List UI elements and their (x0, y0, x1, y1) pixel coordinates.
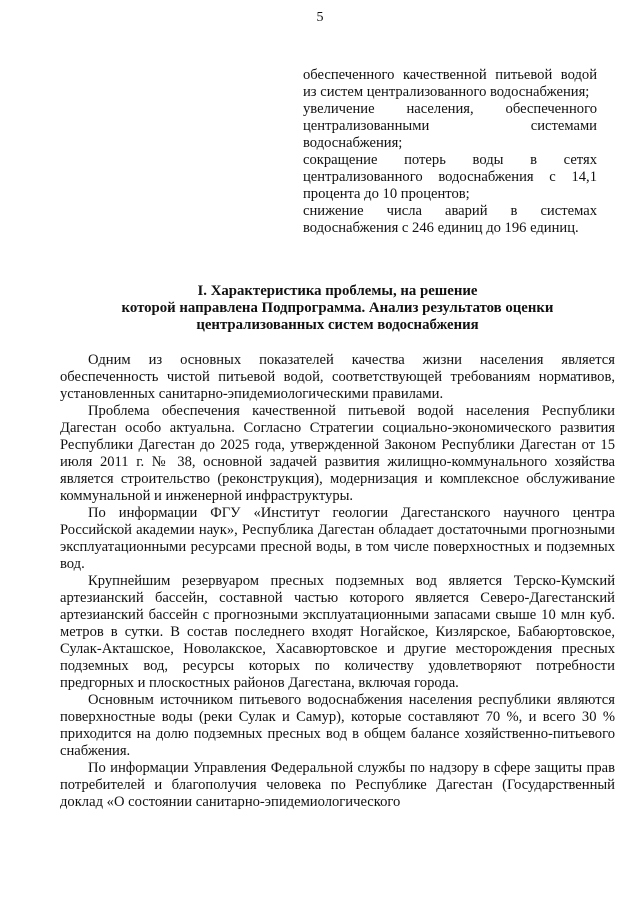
body-paragraph: По информации Управления Федеральной службы по надзору в сфере защиты прав потребителей и благополучия человека по Республике Дагестан (Государственный доклад «О состоянии санитарно-эпидемиологического (60, 760, 615, 810)
page-number: 5 (316, 10, 324, 25)
body-paragraph: Проблема обеспечения качественной питьевой водой населения Республики Дагестан особо актуальна. Согласно Стратегии социально-экономического развития Республики Дагестан до 2025 года, утвержденной Законом Республики Дагестан от 15 июля 2011 г. № 38, основной задачей развития жилищно-коммунального хозяйства является строительство (реконструкция), модернизация и комплексное обслуживание коммунальной и инженерной инфраструктуры. (60, 403, 615, 504)
goal-item: обеспеченного качественной питьевой водой из систем централизованного водоснабжения; (303, 67, 597, 100)
section-heading-line: которой направлена Подпрограмма. Анализ результатов оценки (121, 300, 554, 316)
goal-item: снижение числа аварий в системах водоснабжения с 246 единиц до 196 единиц. (303, 203, 597, 236)
body-paragraph: По информации ФГУ «Институт геологии Дагестанского научного центра Российской академии наук», Республика Дагестан обладает достаточными прогнозными эксплуатационными ресурсами пресной воды, в том числе поверхностных и подземных вод. (60, 505, 615, 572)
section-heading (60, 283, 615, 334)
goal-item: увеличение населения, обеспеченного централизованными системами водоснабжения; (303, 101, 597, 151)
body-paragraph: Одним из основных показателей качества жизни населения является обеспеченность чистой питьевой водой, соответствующей требованиям нормативов, установленных санитарно-эпидемиологическими правилами. (60, 352, 615, 402)
section-heading-line: централизованных систем водоснабжения (196, 317, 479, 333)
goal-item: сокращение потерь воды в сетях централизованного водоснабжения с 14,1 процента до 10 процентов; (303, 152, 597, 202)
body-text (60, 352, 615, 811)
body-paragraph: Крупнейшим резервуаром пресных подземных вод является Терско-Кумский артезианский бассейн, составной частью которого является Северо-Дагестанский артезианский бассейн с прогнозными эксплуатационными запасами свыше 10 млн куб. метров в сутки. В состав последнего входят Ногайское, Кизлярское, Бабаюртовское, Сулак-Акташское, Новолакское, Хасавюртовское и другие месторождения пресных подземных вод, ресурсы которых по количеству удовлетворяют потребности предгорных и плоскостных районов Дагестана, включая города. (60, 573, 615, 691)
section-heading-line: I. Характеристика проблемы, на решение (197, 283, 478, 299)
goals-list (303, 67, 597, 237)
body-paragraph: Основным источником питьевого водоснабжения населения республики являются поверхностные воды (реки Сулак и Самур), которые составляют 70 %, и всего 30 % приходится на долю подземных пресных вод в общем балансе хозяйственно-питьевого снабжения. (60, 692, 615, 759)
